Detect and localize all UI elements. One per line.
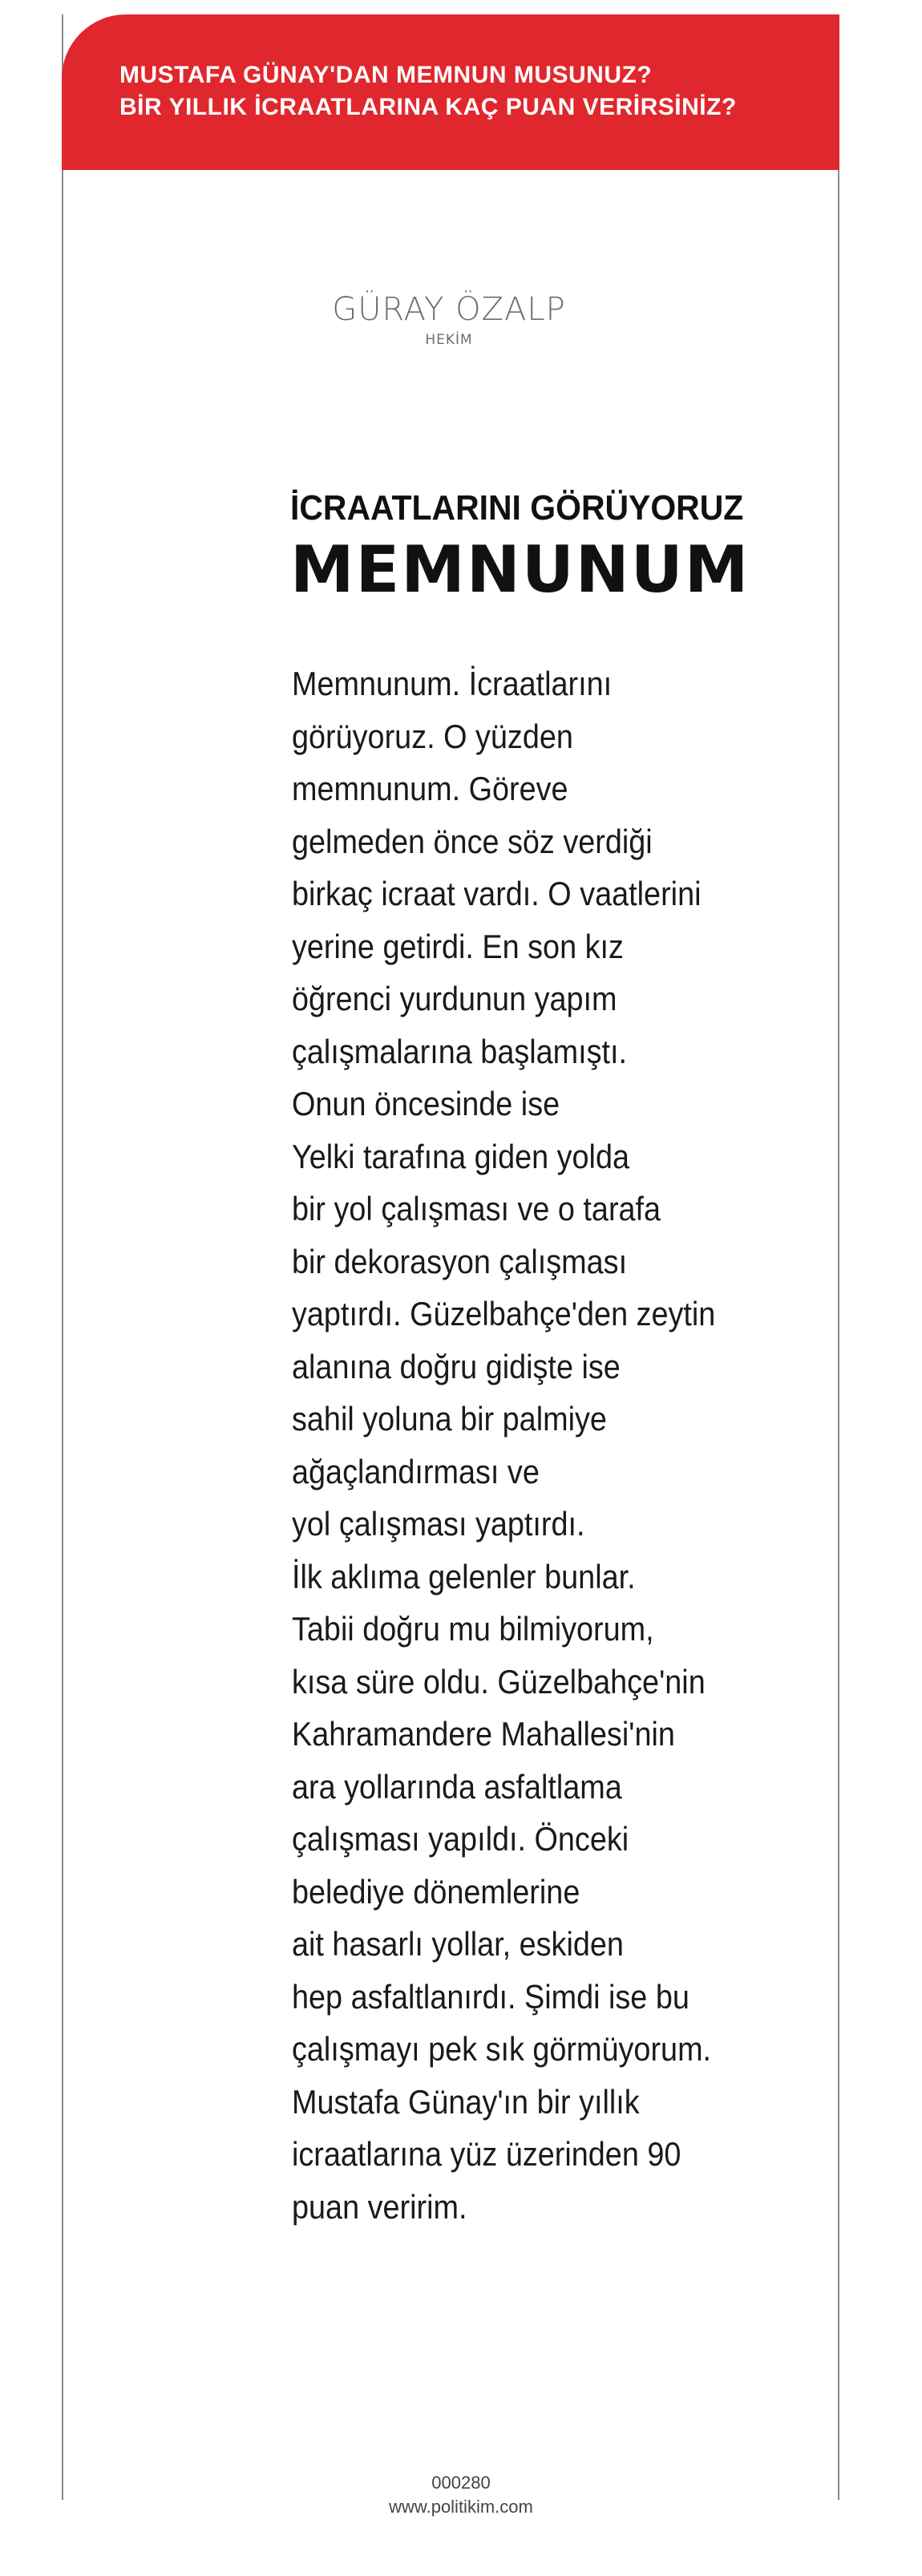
article-headline: MEMNUNUM	[290, 532, 750, 607]
body-line: yerine getirdi. En son kız	[292, 927, 624, 965]
footer-code: 000280	[431, 2473, 491, 2493]
body-line: birkaç icraat vardı. O vaatlerini	[292, 875, 702, 912]
body-line: alanına doğru gidişte ise	[292, 1347, 621, 1385]
body-line: Kahramandere Mahallesi'nin	[292, 1715, 675, 1753]
body-line: çalışmalarına başlamıştı.	[292, 1032, 628, 1070]
author-block	[265, 289, 633, 348]
body-line: belediye dönemlerine	[292, 1872, 580, 1911]
body-line: memnunum. Göreve	[292, 770, 568, 807]
article-kicker: İCRAATLARINI GÖRÜYORUZ	[290, 488, 744, 528]
body-line: hep asfaltlanırdı. Şimdi ise bu	[292, 1977, 689, 2016]
author-role: HEKİM	[425, 332, 473, 348]
headline-block	[290, 487, 750, 607]
body-line: görüyoruz. O yüzden	[292, 717, 573, 755]
body-line: sahil yoluna bir palmiye	[292, 1400, 607, 1438]
body-line: Tabii doğru mu bilmiyorum,	[292, 1610, 654, 1648]
footer-url[interactable]: www.politikim.com	[389, 2497, 533, 2517]
body-line: bir yol çalışması ve o tarafa	[292, 1190, 661, 1227]
footer-block	[305, 2471, 617, 2519]
author-name: GÜRAY ÖZALP	[332, 291, 566, 328]
body-line: puan veririm.	[292, 2187, 467, 2226]
body-line: ara yollarında asfaltlama	[292, 1767, 622, 1806]
body-line: kısa süre oldu. Güzelbahçe'nin	[292, 1662, 706, 1700]
body-line: icraatlarına yüz üzerinden 90	[292, 2135, 681, 2173]
body-line: öğrenci yurdunun yapım	[292, 980, 617, 1017]
article-body	[292, 657, 773, 2233]
body-line: bir dekorasyon çalışması	[292, 1242, 628, 1280]
body-line: İlk aklıma gelenler bunlar.	[292, 1557, 636, 1595]
body-line: çalışmayı pek sık görmüyorum.	[292, 2030, 712, 2068]
body-line: ait hasarlı yollar, eskiden	[292, 1925, 624, 1963]
header-banner	[62, 14, 839, 170]
body-line: Memnunum. İcraatlarını	[292, 665, 613, 702]
body-line: ağaçlandırması ve	[292, 1452, 540, 1490]
body-line: yaptırdı. Güzelbahçe'den zeytin	[292, 1295, 716, 1332]
body-line: Onun öncesinde ise	[292, 1085, 560, 1122]
body-line: Mustafa Günay'ın bir yıllık	[292, 2082, 640, 2121]
header-question-line-1: MUSTAFA GÜNAY'DAN MEMNUN MUSUNUZ?	[119, 62, 653, 88]
body-line: yol çalışması yaptırdı.	[292, 1505, 585, 1543]
body-line: Yelki tarafına giden yolda	[292, 1137, 630, 1175]
body-line: çalışması yapıldı. Önceki	[292, 1820, 629, 1858]
header-question-line-2: BİR YILLIK İCRAATLARINA KAÇ PUAN VERİRSİNİZ?	[119, 94, 737, 120]
body-line: gelmeden önce söz verdiği	[292, 822, 653, 860]
